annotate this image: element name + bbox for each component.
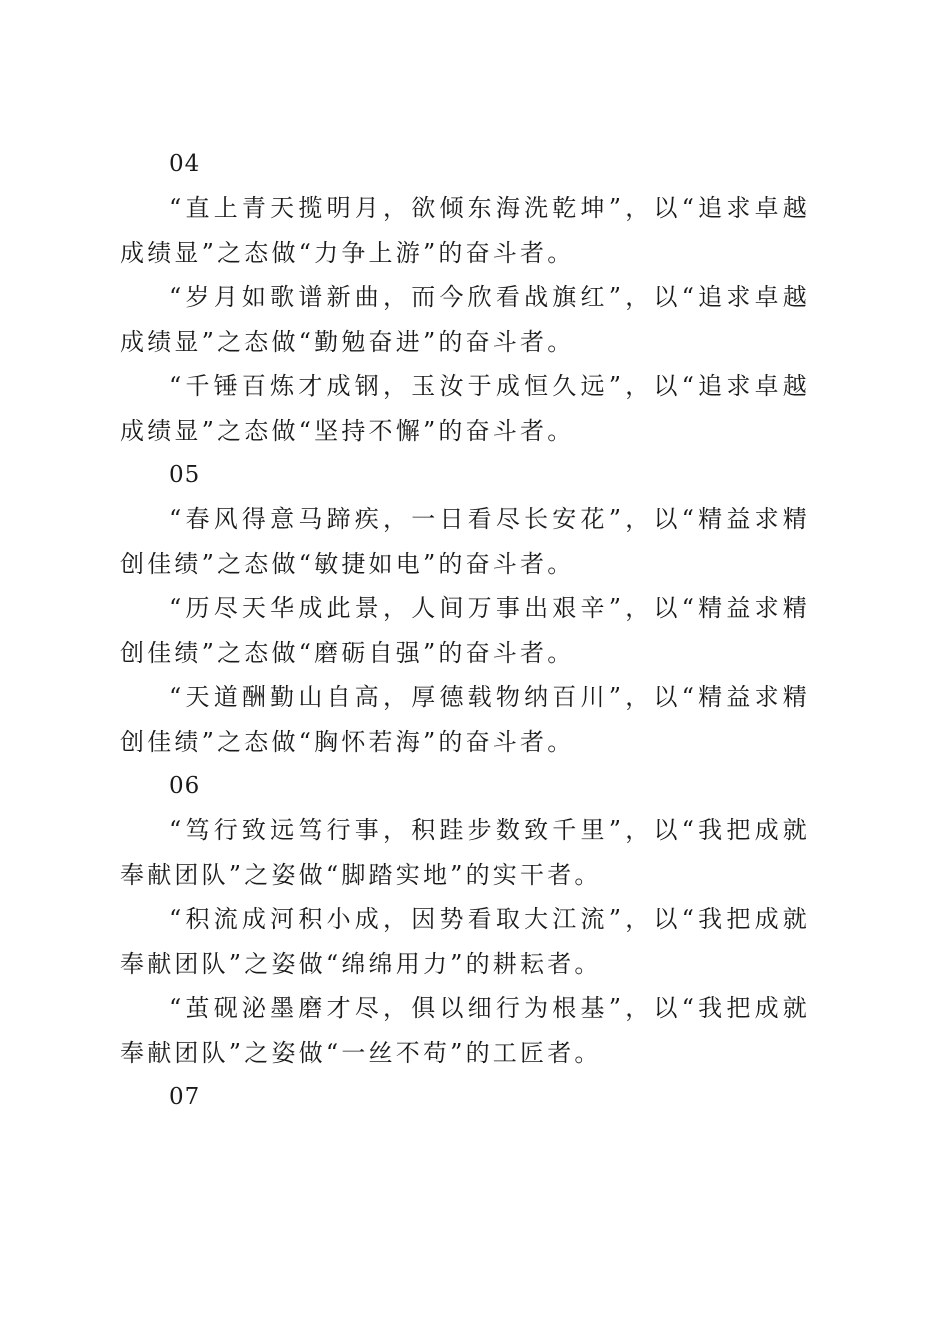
section-number-05: 05	[169, 462, 201, 488]
paragraph: “岁月如歌谱新曲，而今欣看战旗红”，以“追求卓越成绩显”之态做“勤勉奋进”的奋斗者。	[120, 283, 810, 356]
paragraph: “直上青天揽明月，欲倾东海洗乾坤”，以“追求卓越成绩显”之态做“力争上游”的奋斗者。	[120, 194, 810, 267]
paragraph: “茧砚泌墨磨才尽，俱以细行为根基”，以“我把成就奉献团队”之姿做“一丝不苟”的工匠者。	[120, 994, 810, 1067]
paragraph: “千锤百炼才成钢，玉汝于成恒久远”，以“追求卓越成绩显”之态做“坚持不懈”的奋斗者。	[120, 372, 810, 445]
paragraph: “历尽天华成此景，人间万事出艰辛”，以“精益求精创佳绩”之态做“磨砺自强”的奋斗者。	[120, 594, 810, 667]
section-number-06: 06	[169, 773, 201, 799]
section-number-04: 04	[169, 151, 201, 177]
document-body	[120, 142, 810, 1119]
paragraph: “天道酬勤山自高，厚德载物纳百川”，以“精益求精创佳绩”之态做“胸怀若海”的奋斗者。	[120, 683, 810, 756]
paragraph: “笃行致远笃行事，积跬步数致千里”，以“我把成就奉献团队”之姿做“脚踏实地”的实干者。	[120, 816, 810, 889]
section-number-07: 07	[169, 1084, 201, 1110]
paragraph: “积流成河积小成，因势看取大江流”，以“我把成就奉献团队”之姿做“绵绵用力”的耕耘者。	[120, 905, 810, 978]
paragraph: “春风得意马蹄疾，一日看尽长安花”，以“精益求精创佳绩”之态做“敏捷如电”的奋斗者。	[120, 505, 810, 578]
